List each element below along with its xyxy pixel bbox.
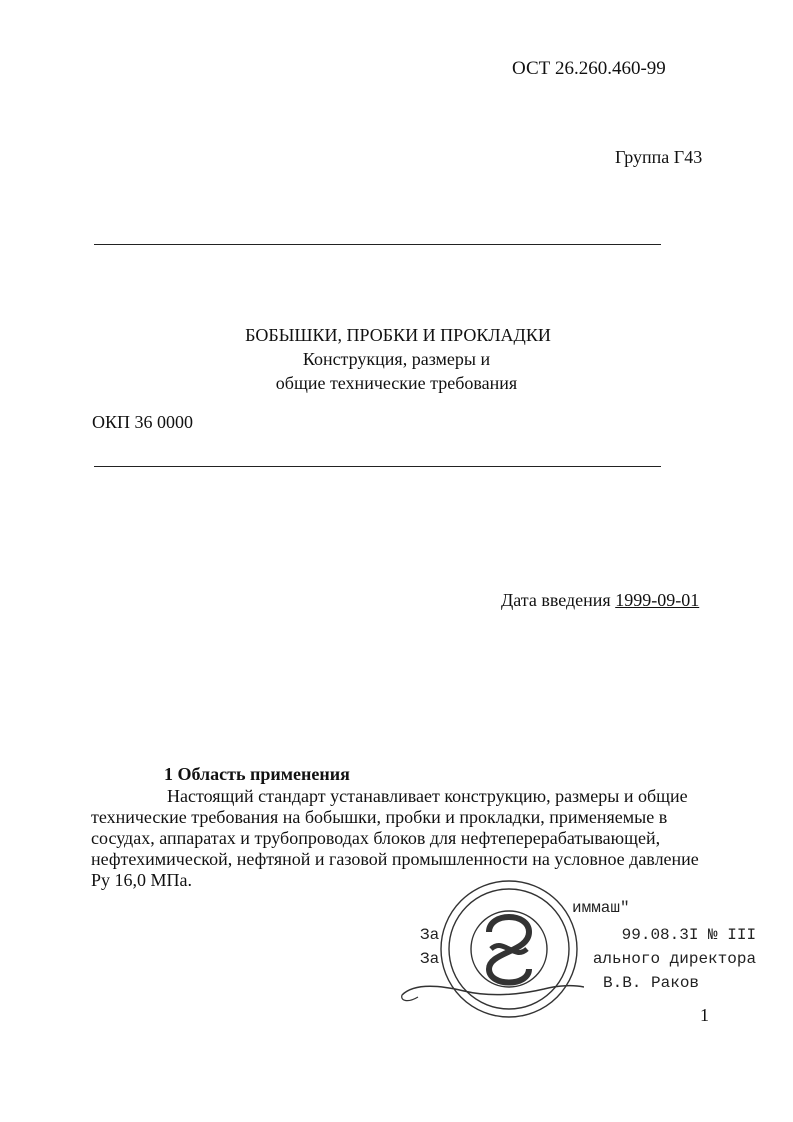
signature-scribble — [402, 986, 584, 995]
section-text — [91, 786, 716, 891]
bottom-divider — [94, 466, 661, 467]
okp-code: ОКП 36 0000 — [92, 412, 194, 432]
top-divider — [94, 244, 661, 245]
intro-date — [501, 590, 699, 611]
registration-org: иммаш" — [572, 899, 630, 917]
intro-date-value: 1999-09-01 — [615, 590, 700, 610]
title-line-3: общие технические требования — [275, 373, 518, 393]
page-number: 1 — [700, 1005, 709, 1025]
registration-director-line: За ального директора — [420, 950, 757, 968]
document-code: ОСТ 26.260.460-99 — [512, 58, 666, 79]
section-paragraph: Настоящий стандарт устанавливает конструкцию, размеры и общие технические требования на бобышки, пробки и прокладки, применяемые в сосудах, аппаратах и трубопроводах блоков для нефтеперерабатывающей, нефтехимической, нефтяной и газовой промышленности на условное давление Ру 16,0 МПа. — [91, 786, 699, 890]
intro-date-label: Дата введения — [501, 590, 616, 610]
document-title — [0, 323, 793, 395]
title-line-1: БОБЫШКИ, ПРОБКИ И ПРОКЛАДКИ — [245, 325, 551, 345]
section-heading: 1 Область применения — [164, 764, 350, 784]
title-line-2: Конструкция, размеры и — [302, 349, 491, 369]
registration-date-line: За 99.08.3I № III — [420, 926, 757, 944]
group-code: Группа Г43 — [615, 147, 703, 167]
registration-signer-name: В.В. Раков — [603, 974, 700, 992]
